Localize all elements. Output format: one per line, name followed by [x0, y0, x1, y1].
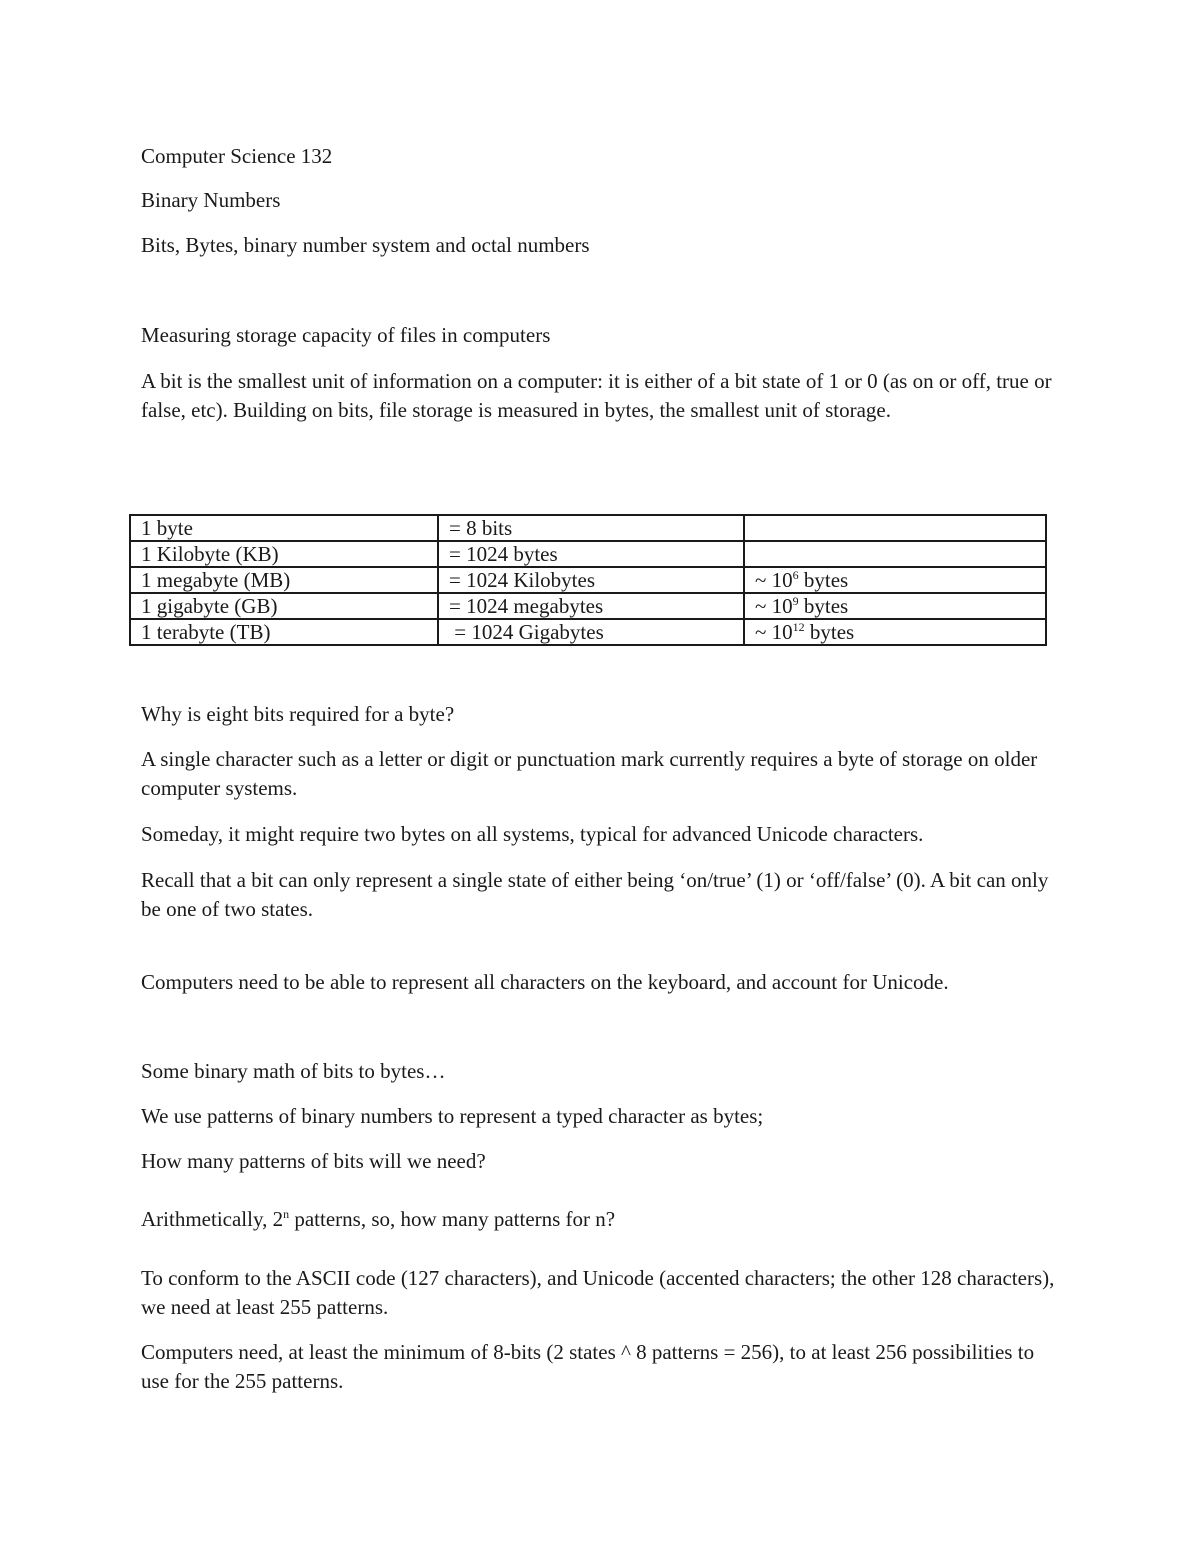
storage-units-table: [129, 514, 1047, 646]
arithmetic-suffix: patterns, so, how many patterns for n?: [289, 1207, 616, 1231]
table-row: [130, 567, 1046, 593]
table-row: [130, 619, 1046, 645]
approx-suffix: bytes: [798, 568, 849, 592]
equals-cell: = 1024 Kilobytes: [438, 567, 744, 593]
approx-exponent: 6: [792, 568, 799, 582]
table-row: [130, 593, 1046, 619]
unit-cell: 1 gigabyte (GB): [130, 593, 438, 619]
approx-prefix: ~ 10: [755, 568, 793, 592]
paragraph-two-bytes: Someday, it might require two bytes on all systems, typical for advanced Unicode characters.: [141, 822, 924, 846]
paragraph-bit-definition: A bit is the smallest unit of information on a computer: it is either of a bit state of 1 or 0 (as on or off, true or false, etc). Building on bits, file storage is measured in bytes, the smallest unit of storage.: [141, 369, 1052, 422]
approx-suffix: bytes: [798, 594, 849, 618]
table-row: [130, 541, 1046, 567]
approx-cell: [744, 567, 1046, 593]
approx-cell: [744, 541, 1046, 567]
course-title: Computer Science 132: [141, 144, 333, 168]
table-row: [130, 515, 1046, 541]
approx-prefix: ~ 10: [755, 594, 793, 618]
question-eight-bits: Why is eight bits required for a byte?: [141, 702, 455, 726]
approx-prefix: ~ 10: [755, 620, 793, 644]
subtitle: Bits, Bytes, binary number system and octal numbers: [141, 233, 590, 257]
paragraph-arithmetic: [141, 1205, 615, 1234]
section-heading-storage: Measuring storage capacity of files in computers: [141, 323, 551, 347]
section-heading-binary-math: Some binary math of bits to bytes…: [141, 1059, 446, 1083]
approx-cell: [744, 593, 1046, 619]
unit-cell: 1 byte: [130, 515, 438, 541]
topic-title: Binary Numbers: [141, 188, 281, 212]
arithmetic-exponent: n: [283, 1207, 290, 1221]
approx-cell: [744, 515, 1046, 541]
approx-cell: [744, 619, 1046, 645]
paragraph-bit-states: Recall that a bit can only represent a single state of either being ‘on/true’ (1) or ‘off/false’ (0). A bit can only be one of two states.: [141, 868, 1049, 921]
paragraph-single-character: A single character such as a letter or digit or punctuation mark currently requires a byte of storage on older computer systems.: [141, 747, 1038, 800]
unit-cell: 1 megabyte (MB): [130, 567, 438, 593]
unit-cell: 1 Kilobyte (KB): [130, 541, 438, 567]
paragraph-how-many-patterns: How many patterns of bits will we need?: [141, 1149, 486, 1173]
equals-cell: = 1024 Gigabytes: [438, 619, 744, 645]
approx-suffix: bytes: [804, 620, 855, 644]
equals-cell: = 1024 bytes: [438, 541, 744, 567]
approx-exponent: 9: [792, 594, 799, 608]
approx-exponent: 12: [792, 620, 805, 634]
paragraph-minimum-bits: Computers need, at least the minimum of 8-bits (2 states ^ 8 patterns = 256), to at least 256 possibilities to use for the 255 patterns.: [141, 1340, 1035, 1393]
paragraph-binary-patterns: We use patterns of binary numbers to represent a typed character as bytes;: [141, 1104, 764, 1128]
equals-cell: = 1024 megabytes: [438, 593, 744, 619]
equals-cell: = 8 bits: [438, 515, 744, 541]
paragraph-represent-characters: Computers need to be able to represent all characters on the keyboard, and account for Unicode.: [141, 970, 949, 994]
unit-cell: 1 terabyte (TB): [130, 619, 438, 645]
paragraph-ascii-unicode: To conform to the ASCII code (127 characters), and Unicode (accented characters; the other 128 characters), we need at least 255 patterns.: [141, 1266, 1055, 1319]
arithmetic-prefix: Arithmetically, 2: [141, 1207, 284, 1231]
